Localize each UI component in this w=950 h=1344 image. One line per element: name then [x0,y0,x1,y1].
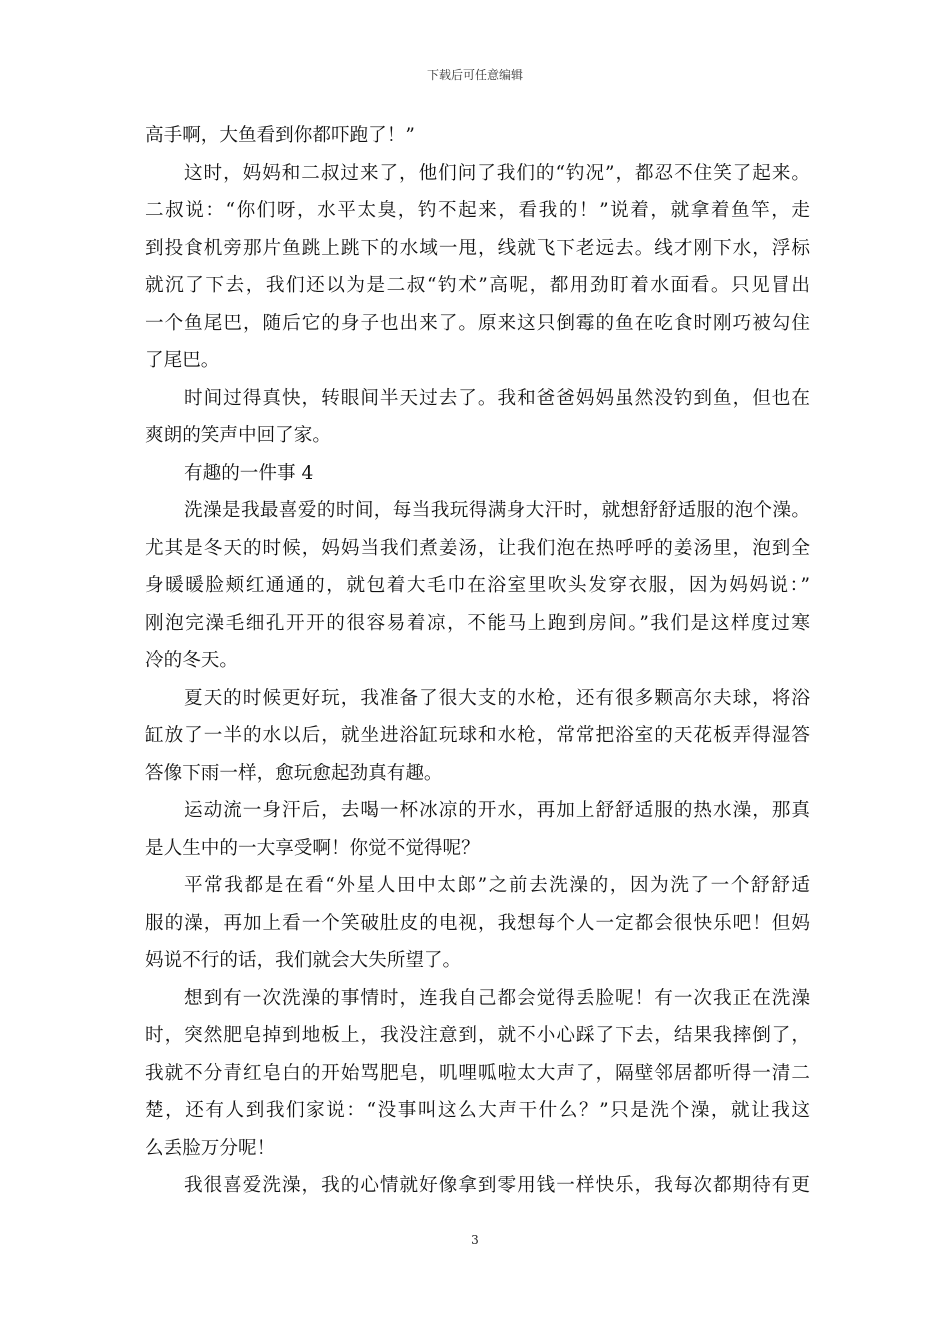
text-line: 尤其是冬天的时候，妈妈当我们煮姜汤，让我们泡在热呼呼的姜汤里，泡到全 [145,537,810,559]
text-line: 时，突然肥皂掉到地板上，我没注意到，就不小心踩了下去，结果我摔倒了， [145,1025,810,1046]
text-line: 我就不分青红皂白的开始骂肥皂，叽哩呱啦太大声了，隔壁邻居都听得一清二 [145,1062,810,1084]
text-line: 就沉了下去，我们还以为是二叔“钓术”高呢，都用劲盯着水面看。只见冒出 [145,275,810,296]
text-line: 缸放了一半的水以后，就坐进浴缸玩球和水枪，常常把浴室的天花板弄得湿答 [145,725,810,746]
text-line: 爽朗的笑声中回了家。 [145,425,331,446]
text-line: 楚，还有人到我们家说：“没事叫这么大声干什么？”只是洗个澡，就让我这 [145,1100,810,1121]
text-line: 这时，妈妈和二叔过来了，他们问了我们的“钓况”，都忍不住笑了起来。 [184,162,810,184]
text-line: 么丢脸万分呢！ [145,1137,276,1159]
page-number: 3 [471,1233,479,1247]
text-line: 时间过得真快，转眼间半天过去了。我和爸爸妈妈虽然没钓到鱼，但也在 [184,387,810,409]
text-line: 身暖暖脸颊红通通的，就包着大毛巾在浴室里吹头发穿衣服，因为妈妈说：” [145,575,810,596]
text-line: 洗澡是我最喜爱的时间，每当我玩得满身大汗时，就想舒舒适服的泡个澡。 [184,500,810,521]
text-line: 了尾巴。 [145,350,220,371]
text-line: 有趣的一件事 4 [184,462,314,484]
text-line: 是人生中的一大享受啊！你觉不觉得呢？ [145,837,480,859]
text-line: 答像下雨一样，愈玩愈起劲真有趣。 [145,762,443,784]
text-line: 我很喜爱洗澡，我的心情就好像拿到零用钱一样快乐，我每次都期待有更 [184,1175,810,1196]
text-line: 刚泡完澡毛细孔开开的很容易着凉，不能马上跑到房间。”我们是这样度过寒 [145,612,810,634]
document-body [145,117,810,1205]
text-line: 冷的冬天。 [145,650,238,671]
text-line: 运动流一身汗后，去喝一杯冰凉的开水，再加上舒舒适服的热水澡，那真 [184,800,810,821]
text-line: 夏天的时候更好玩，我准备了很大支的水枪，还有很多颗高尔夫球，将浴 [184,687,810,709]
page-header: 下载后可任意编辑 [426,68,523,82]
text-line: 一个鱼尾巴，随后它的身子也出来了。原来这只倒霉的鱼在吃食时刚巧被勾住 [145,312,810,334]
text-line: 妈说不行的话，我们就会大失所望了。 [145,950,462,971]
text-line: 到投食机旁那片鱼跳上跳下的水域一甩，线就飞下老远去。线才刚下水，浮标 [145,237,810,259]
text-line: 想到有一次洗澡的事情时，连我自己都会觉得丢脸呢！有一次我正在洗澡 [184,987,810,1009]
text-line: 高手啊，大鱼看到你都吓跑了！” [145,125,415,146]
text-line: 服的澡，再加上看一个笑破肚皮的电视，我想每个人一定都会很快乐吧！但妈 [145,912,810,934]
text-line: 平常我都是在看“外星人田中太郎”之前去洗澡的，因为洗了一个舒舒适 [184,875,810,896]
text-line: 二叔说：“你们呀，水平太臭，钓不起来，看我的！”说着，就拿着鱼竿，走 [145,200,810,221]
